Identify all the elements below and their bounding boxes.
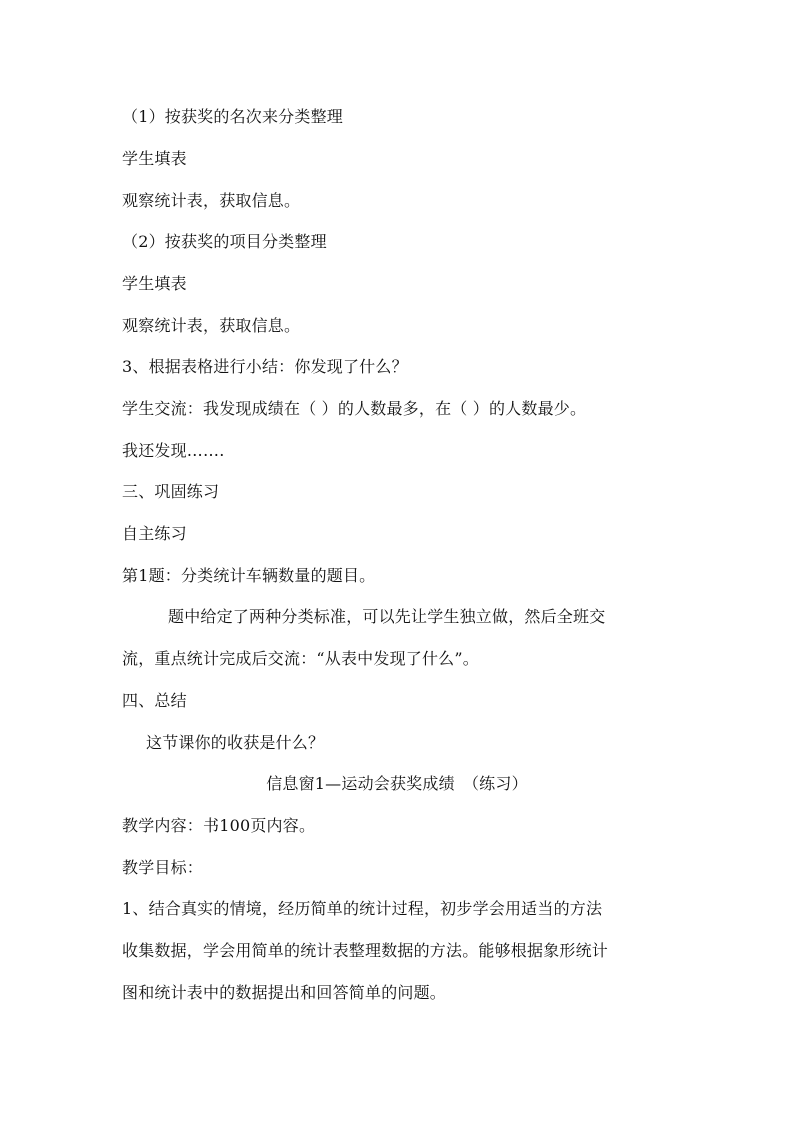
text-line-22: 图和统计表中的数据提出和回答简单的问题。 <box>122 983 447 1002</box>
text-line-7: 3、根据表格进行小结：你发现了什么？ <box>122 357 408 376</box>
text-line-6: 观察统计表，获取信息。 <box>122 316 301 335</box>
text-line-16: 这节课你的收获是什么？ <box>146 733 325 752</box>
text-line-20: 1、结合真实的情境，经历简单的统计过程，初步学会用适当的方法 <box>122 899 603 918</box>
text-line-14: 流，重点统计完成后交流：“从表中发现了什么”。 <box>122 649 479 668</box>
lesson-title: 信息窗1—运动会获奖成绩 （练习） <box>266 774 528 793</box>
text-line-1: （1）按获奖的名次来分类整理 <box>122 107 343 126</box>
section-heading-summary: 四、总结 <box>122 691 187 710</box>
text-line-21: 收集数据，学会用简单的统计表整理数据的方法。能够根据象形统计 <box>122 941 609 960</box>
text-line-18: 教学内容：书100页内容。 <box>122 816 316 835</box>
text-line-19: 教学目标： <box>122 858 204 877</box>
text-line-12: 第1题：分类统计车辆数量的题目。 <box>122 566 376 585</box>
section-heading-consolidation: 三、巩固练习 <box>122 482 220 501</box>
text-line-11: 自主练习 <box>122 524 187 543</box>
text-line-5: 学生填表 <box>122 274 187 293</box>
text-line-4: （2）按获奖的项目分类整理 <box>122 232 327 251</box>
text-line-13: 题中给定了两种分类标准，可以先让学生独立做，然后全班交 <box>168 607 606 626</box>
text-line-2: 学生填表 <box>122 149 187 168</box>
text-line-9: 我还发现……. <box>122 441 225 460</box>
text-line-3: 观察统计表，获取信息。 <box>122 191 301 210</box>
text-line-8: 学生交流：我发现成绩在（ ）的人数最多，在（ ）的人数最少。 <box>122 399 587 418</box>
